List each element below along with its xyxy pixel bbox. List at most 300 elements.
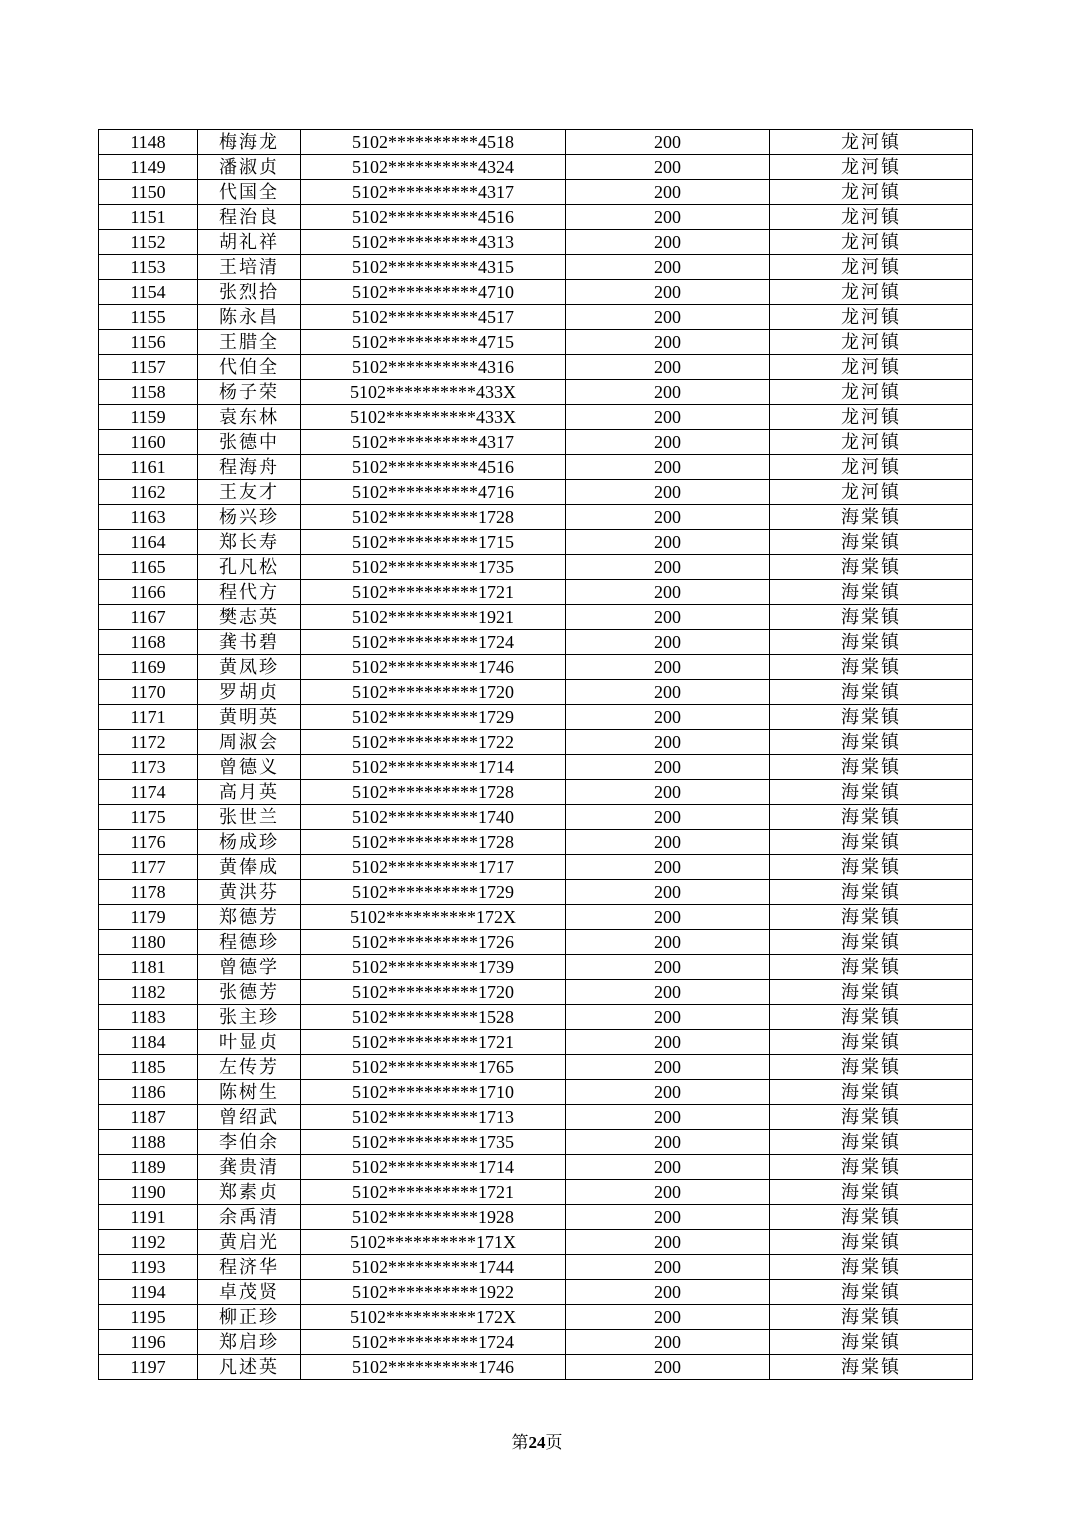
table-row bbox=[99, 830, 973, 855]
amount-cell: 200 bbox=[566, 305, 770, 330]
id-number-cell: 5102**********4324 bbox=[301, 155, 566, 180]
town-name-cell: 海棠镇 bbox=[770, 1105, 973, 1130]
town-name-cell: 龙河镇 bbox=[770, 230, 973, 255]
table-row bbox=[99, 1255, 973, 1280]
id-number-cell: 5102**********4317 bbox=[301, 180, 566, 205]
person-name-cell: 曾德义 bbox=[198, 755, 301, 780]
person-name-cell: 黄俸成 bbox=[198, 855, 301, 880]
person-name-cell: 高月英 bbox=[198, 780, 301, 805]
table-row bbox=[99, 630, 973, 655]
amount-cell: 200 bbox=[566, 480, 770, 505]
table-row bbox=[99, 1130, 973, 1155]
row-number-cell: 1169 bbox=[99, 655, 198, 680]
row-number-cell: 1172 bbox=[99, 730, 198, 755]
town-name-cell: 海棠镇 bbox=[770, 930, 973, 955]
table-row bbox=[99, 605, 973, 630]
table-row bbox=[99, 330, 973, 355]
person-name-cell: 陈树生 bbox=[198, 1080, 301, 1105]
id-number-cell: 5102**********4517 bbox=[301, 305, 566, 330]
id-number-cell: 5102**********1728 bbox=[301, 780, 566, 805]
table-row bbox=[99, 255, 973, 280]
id-number-cell: 5102**********4315 bbox=[301, 255, 566, 280]
row-number-cell: 1163 bbox=[99, 505, 198, 530]
table-row bbox=[99, 1305, 973, 1330]
row-number-cell: 1162 bbox=[99, 480, 198, 505]
table-row bbox=[99, 380, 973, 405]
town-name-cell: 海棠镇 bbox=[770, 855, 973, 880]
amount-cell: 200 bbox=[566, 1280, 770, 1305]
town-name-cell: 海棠镇 bbox=[770, 1205, 973, 1230]
town-name-cell: 龙河镇 bbox=[770, 455, 973, 480]
row-number-cell: 1170 bbox=[99, 680, 198, 705]
page-number: 24 bbox=[528, 1433, 546, 1452]
id-number-cell: 5102**********433X bbox=[301, 405, 566, 430]
person-name-cell: 代伯全 bbox=[198, 355, 301, 380]
table-row bbox=[99, 755, 973, 780]
town-name-cell: 龙河镇 bbox=[770, 155, 973, 180]
town-name-cell: 海棠镇 bbox=[770, 880, 973, 905]
id-number-cell: 5102**********4317 bbox=[301, 430, 566, 455]
amount-cell: 200 bbox=[566, 380, 770, 405]
amount-cell: 200 bbox=[566, 830, 770, 855]
id-number-cell: 5102**********1710 bbox=[301, 1080, 566, 1105]
id-number-cell: 5102**********1721 bbox=[301, 1030, 566, 1055]
page-footer bbox=[0, 1428, 1074, 1453]
town-name-cell: 龙河镇 bbox=[770, 405, 973, 430]
amount-cell: 200 bbox=[566, 855, 770, 880]
id-number-cell: 5102**********1724 bbox=[301, 1330, 566, 1355]
person-name-cell: 程海舟 bbox=[198, 455, 301, 480]
table-row bbox=[99, 1080, 973, 1105]
town-name-cell: 海棠镇 bbox=[770, 755, 973, 780]
amount-cell: 200 bbox=[566, 180, 770, 205]
person-name-cell: 曾德学 bbox=[198, 955, 301, 980]
town-name-cell: 海棠镇 bbox=[770, 730, 973, 755]
person-name-cell: 张主珍 bbox=[198, 1005, 301, 1030]
person-name-cell: 王培清 bbox=[198, 255, 301, 280]
town-name-cell: 海棠镇 bbox=[770, 1255, 973, 1280]
town-name-cell: 海棠镇 bbox=[770, 1055, 973, 1080]
id-number-cell: 5102**********172X bbox=[301, 905, 566, 930]
table-row bbox=[99, 1105, 973, 1130]
table-row bbox=[99, 555, 973, 580]
person-name-cell: 黄启光 bbox=[198, 1230, 301, 1255]
amount-cell: 200 bbox=[566, 1005, 770, 1030]
row-number-cell: 1189 bbox=[99, 1155, 198, 1180]
row-number-cell: 1154 bbox=[99, 280, 198, 305]
row-number-cell: 1187 bbox=[99, 1105, 198, 1130]
table-row bbox=[99, 205, 973, 230]
id-number-cell: 5102**********1713 bbox=[301, 1105, 566, 1130]
amount-cell: 200 bbox=[566, 680, 770, 705]
town-name-cell: 龙河镇 bbox=[770, 430, 973, 455]
person-name-cell: 龚贵清 bbox=[198, 1155, 301, 1180]
row-number-cell: 1192 bbox=[99, 1230, 198, 1255]
table-row bbox=[99, 480, 973, 505]
person-name-cell: 余禹清 bbox=[198, 1205, 301, 1230]
row-number-cell: 1184 bbox=[99, 1030, 198, 1055]
town-name-cell: 海棠镇 bbox=[770, 1355, 973, 1380]
amount-cell: 200 bbox=[566, 430, 770, 455]
row-number-cell: 1167 bbox=[99, 605, 198, 630]
town-name-cell: 龙河镇 bbox=[770, 480, 973, 505]
table-row bbox=[99, 880, 973, 905]
person-name-cell: 程代方 bbox=[198, 580, 301, 605]
table-row bbox=[99, 1005, 973, 1030]
amount-cell: 200 bbox=[566, 1205, 770, 1230]
person-name-cell: 李伯余 bbox=[198, 1130, 301, 1155]
id-number-cell: 5102**********1746 bbox=[301, 655, 566, 680]
id-number-cell: 5102**********1922 bbox=[301, 1280, 566, 1305]
table-row bbox=[99, 930, 973, 955]
person-name-cell: 郑德芳 bbox=[198, 905, 301, 930]
amount-cell: 200 bbox=[566, 980, 770, 1005]
amount-cell: 200 bbox=[566, 880, 770, 905]
row-number-cell: 1152 bbox=[99, 230, 198, 255]
amount-cell: 200 bbox=[566, 905, 770, 930]
row-number-cell: 1173 bbox=[99, 755, 198, 780]
person-name-cell: 杨子荣 bbox=[198, 380, 301, 405]
row-number-cell: 1168 bbox=[99, 630, 198, 655]
id-number-cell: 5102**********1722 bbox=[301, 730, 566, 755]
person-name-cell: 胡礼祥 bbox=[198, 230, 301, 255]
amount-cell: 200 bbox=[566, 955, 770, 980]
amount-cell: 200 bbox=[566, 1155, 770, 1180]
town-name-cell: 龙河镇 bbox=[770, 255, 973, 280]
town-name-cell: 海棠镇 bbox=[770, 1155, 973, 1180]
id-number-cell: 5102**********1728 bbox=[301, 505, 566, 530]
town-name-cell: 海棠镇 bbox=[770, 780, 973, 805]
amount-cell: 200 bbox=[566, 1255, 770, 1280]
id-number-cell: 5102**********1735 bbox=[301, 1130, 566, 1155]
town-name-cell: 海棠镇 bbox=[770, 705, 973, 730]
id-number-cell: 5102**********4516 bbox=[301, 205, 566, 230]
person-name-cell: 王腊全 bbox=[198, 330, 301, 355]
id-number-cell: 5102**********433X bbox=[301, 380, 566, 405]
id-number-cell: 5102**********1728 bbox=[301, 830, 566, 855]
row-number-cell: 1171 bbox=[99, 705, 198, 730]
table-row bbox=[99, 430, 973, 455]
town-name-cell: 海棠镇 bbox=[770, 1030, 973, 1055]
person-name-cell: 左传芳 bbox=[198, 1055, 301, 1080]
page-footer-prefix: 第 bbox=[511, 1433, 529, 1452]
row-number-cell: 1159 bbox=[99, 405, 198, 430]
person-name-cell: 卓茂贤 bbox=[198, 1280, 301, 1305]
row-number-cell: 1182 bbox=[99, 980, 198, 1005]
row-number-cell: 1190 bbox=[99, 1180, 198, 1205]
person-name-cell: 郑素贞 bbox=[198, 1180, 301, 1205]
amount-cell: 200 bbox=[566, 805, 770, 830]
table-row bbox=[99, 1280, 973, 1305]
row-number-cell: 1166 bbox=[99, 580, 198, 605]
table-row bbox=[99, 805, 973, 830]
id-number-cell: 5102**********1724 bbox=[301, 630, 566, 655]
id-number-cell: 5102**********1765 bbox=[301, 1055, 566, 1080]
id-number-cell: 5102**********1744 bbox=[301, 1255, 566, 1280]
row-number-cell: 1180 bbox=[99, 930, 198, 955]
amount-cell: 200 bbox=[566, 1305, 770, 1330]
town-name-cell: 海棠镇 bbox=[770, 1130, 973, 1155]
person-name-cell: 张烈拾 bbox=[198, 280, 301, 305]
row-number-cell: 1156 bbox=[99, 330, 198, 355]
row-number-cell: 1185 bbox=[99, 1055, 198, 1080]
person-name-cell: 黄洪芬 bbox=[198, 880, 301, 905]
row-number-cell: 1197 bbox=[99, 1355, 198, 1380]
person-name-cell: 龚书碧 bbox=[198, 630, 301, 655]
row-number-cell: 1175 bbox=[99, 805, 198, 830]
town-name-cell: 龙河镇 bbox=[770, 130, 973, 155]
amount-cell: 200 bbox=[566, 655, 770, 680]
row-number-cell: 1160 bbox=[99, 430, 198, 455]
row-number-cell: 1178 bbox=[99, 880, 198, 905]
id-number-cell: 5102**********1721 bbox=[301, 580, 566, 605]
town-name-cell: 海棠镇 bbox=[770, 980, 973, 1005]
amount-cell: 200 bbox=[566, 455, 770, 480]
person-name-cell: 张德芳 bbox=[198, 980, 301, 1005]
table-row bbox=[99, 455, 973, 480]
id-number-cell: 5102**********1721 bbox=[301, 1180, 566, 1205]
person-name-cell: 杨兴珍 bbox=[198, 505, 301, 530]
row-number-cell: 1157 bbox=[99, 355, 198, 380]
table-row bbox=[99, 155, 973, 180]
id-number-cell: 5102**********4516 bbox=[301, 455, 566, 480]
town-name-cell: 海棠镇 bbox=[770, 830, 973, 855]
id-number-cell: 5102**********4715 bbox=[301, 330, 566, 355]
id-number-cell: 5102**********1746 bbox=[301, 1355, 566, 1380]
table-row bbox=[99, 1205, 973, 1230]
table-row bbox=[99, 1330, 973, 1355]
amount-cell: 200 bbox=[566, 155, 770, 180]
amount-cell: 200 bbox=[566, 330, 770, 355]
id-number-cell: 5102**********1739 bbox=[301, 955, 566, 980]
amount-cell: 200 bbox=[566, 755, 770, 780]
table-row bbox=[99, 980, 973, 1005]
roster-table-container bbox=[98, 129, 973, 1380]
id-number-cell: 5102**********4518 bbox=[301, 130, 566, 155]
person-name-cell: 杨成珍 bbox=[198, 830, 301, 855]
row-number-cell: 1165 bbox=[99, 555, 198, 580]
table-row bbox=[99, 180, 973, 205]
person-name-cell: 罗胡贞 bbox=[198, 680, 301, 705]
town-name-cell: 海棠镇 bbox=[770, 580, 973, 605]
id-number-cell: 5102**********1720 bbox=[301, 680, 566, 705]
id-number-cell: 5102**********4716 bbox=[301, 480, 566, 505]
town-name-cell: 龙河镇 bbox=[770, 280, 973, 305]
table-row bbox=[99, 280, 973, 305]
amount-cell: 200 bbox=[566, 1030, 770, 1055]
table-row bbox=[99, 130, 973, 155]
town-name-cell: 海棠镇 bbox=[770, 1080, 973, 1105]
row-number-cell: 1151 bbox=[99, 205, 198, 230]
town-name-cell: 海棠镇 bbox=[770, 505, 973, 530]
town-name-cell: 海棠镇 bbox=[770, 1280, 973, 1305]
table-row bbox=[99, 680, 973, 705]
amount-cell: 200 bbox=[566, 1230, 770, 1255]
roster-table-body bbox=[99, 130, 973, 1380]
town-name-cell: 龙河镇 bbox=[770, 180, 973, 205]
person-name-cell: 黄明英 bbox=[198, 705, 301, 730]
person-name-cell: 程德珍 bbox=[198, 930, 301, 955]
person-name-cell: 王友才 bbox=[198, 480, 301, 505]
table-row bbox=[99, 955, 973, 980]
table-row bbox=[99, 230, 973, 255]
person-name-cell: 周淑会 bbox=[198, 730, 301, 755]
town-name-cell: 龙河镇 bbox=[770, 205, 973, 230]
amount-cell: 200 bbox=[566, 505, 770, 530]
amount-cell: 200 bbox=[566, 1055, 770, 1080]
town-name-cell: 海棠镇 bbox=[770, 680, 973, 705]
row-number-cell: 1149 bbox=[99, 155, 198, 180]
person-name-cell: 黄凤珍 bbox=[198, 655, 301, 680]
amount-cell: 200 bbox=[566, 730, 770, 755]
person-name-cell: 曾绍武 bbox=[198, 1105, 301, 1130]
town-name-cell: 海棠镇 bbox=[770, 1180, 973, 1205]
table-row bbox=[99, 705, 973, 730]
id-number-cell: 5102**********172X bbox=[301, 1305, 566, 1330]
person-name-cell: 张德中 bbox=[198, 430, 301, 455]
amount-cell: 200 bbox=[566, 1355, 770, 1380]
town-name-cell: 海棠镇 bbox=[770, 905, 973, 930]
id-number-cell: 5102**********1921 bbox=[301, 605, 566, 630]
person-name-cell: 郑启珍 bbox=[198, 1330, 301, 1355]
row-number-cell: 1174 bbox=[99, 780, 198, 805]
amount-cell: 200 bbox=[566, 930, 770, 955]
table-row bbox=[99, 1355, 973, 1380]
table-row bbox=[99, 855, 973, 880]
town-name-cell: 海棠镇 bbox=[770, 630, 973, 655]
town-name-cell: 海棠镇 bbox=[770, 1230, 973, 1255]
person-name-cell: 陈永昌 bbox=[198, 305, 301, 330]
table-row bbox=[99, 1055, 973, 1080]
amount-cell: 200 bbox=[566, 605, 770, 630]
amount-cell: 200 bbox=[566, 705, 770, 730]
person-name-cell: 柳正珍 bbox=[198, 1305, 301, 1330]
id-number-cell: 5102**********171X bbox=[301, 1230, 566, 1255]
person-name-cell: 代国全 bbox=[198, 180, 301, 205]
row-number-cell: 1177 bbox=[99, 855, 198, 880]
table-row bbox=[99, 405, 973, 430]
town-name-cell: 龙河镇 bbox=[770, 380, 973, 405]
row-number-cell: 1155 bbox=[99, 305, 198, 330]
amount-cell: 200 bbox=[566, 280, 770, 305]
amount-cell: 200 bbox=[566, 355, 770, 380]
id-number-cell: 5102**********1726 bbox=[301, 930, 566, 955]
person-name-cell: 程治良 bbox=[198, 205, 301, 230]
person-name-cell: 梅海龙 bbox=[198, 130, 301, 155]
amount-cell: 200 bbox=[566, 1130, 770, 1155]
row-number-cell: 1176 bbox=[99, 830, 198, 855]
amount-cell: 200 bbox=[566, 780, 770, 805]
amount-cell: 200 bbox=[566, 530, 770, 555]
person-name-cell: 樊志英 bbox=[198, 605, 301, 630]
row-number-cell: 1181 bbox=[99, 955, 198, 980]
person-name-cell: 程济华 bbox=[198, 1255, 301, 1280]
row-number-cell: 1183 bbox=[99, 1005, 198, 1030]
amount-cell: 200 bbox=[566, 1330, 770, 1355]
row-number-cell: 1196 bbox=[99, 1330, 198, 1355]
table-row bbox=[99, 1180, 973, 1205]
id-number-cell: 5102**********1735 bbox=[301, 555, 566, 580]
town-name-cell: 龙河镇 bbox=[770, 330, 973, 355]
person-name-cell: 凡述英 bbox=[198, 1355, 301, 1380]
table-row bbox=[99, 1155, 973, 1180]
town-name-cell: 龙河镇 bbox=[770, 355, 973, 380]
id-number-cell: 5102**********1528 bbox=[301, 1005, 566, 1030]
row-number-cell: 1193 bbox=[99, 1255, 198, 1280]
person-name-cell: 孔凡松 bbox=[198, 555, 301, 580]
town-name-cell: 海棠镇 bbox=[770, 805, 973, 830]
town-name-cell: 龙河镇 bbox=[770, 305, 973, 330]
row-number-cell: 1195 bbox=[99, 1305, 198, 1330]
table-row bbox=[99, 305, 973, 330]
town-name-cell: 海棠镇 bbox=[770, 530, 973, 555]
row-number-cell: 1186 bbox=[99, 1080, 198, 1105]
amount-cell: 200 bbox=[566, 205, 770, 230]
id-number-cell: 5102**********4710 bbox=[301, 280, 566, 305]
row-number-cell: 1150 bbox=[99, 180, 198, 205]
town-name-cell: 海棠镇 bbox=[770, 605, 973, 630]
amount-cell: 200 bbox=[566, 1180, 770, 1205]
id-number-cell: 5102**********1740 bbox=[301, 805, 566, 830]
row-number-cell: 1179 bbox=[99, 905, 198, 930]
town-name-cell: 海棠镇 bbox=[770, 1005, 973, 1030]
row-number-cell: 1153 bbox=[99, 255, 198, 280]
person-name-cell: 袁东林 bbox=[198, 405, 301, 430]
table-row bbox=[99, 1030, 973, 1055]
table-row bbox=[99, 580, 973, 605]
id-number-cell: 5102**********1714 bbox=[301, 1155, 566, 1180]
row-number-cell: 1194 bbox=[99, 1280, 198, 1305]
page-footer-suffix: 页 bbox=[545, 1433, 563, 1452]
id-number-cell: 5102**********1729 bbox=[301, 880, 566, 905]
row-number-cell: 1191 bbox=[99, 1205, 198, 1230]
amount-cell: 200 bbox=[566, 630, 770, 655]
amount-cell: 200 bbox=[566, 405, 770, 430]
town-name-cell: 海棠镇 bbox=[770, 955, 973, 980]
person-name-cell: 叶显贞 bbox=[198, 1030, 301, 1055]
row-number-cell: 1161 bbox=[99, 455, 198, 480]
person-name-cell: 潘淑贞 bbox=[198, 155, 301, 180]
row-number-cell: 1188 bbox=[99, 1130, 198, 1155]
amount-cell: 200 bbox=[566, 1105, 770, 1130]
table-row bbox=[99, 1230, 973, 1255]
table-row bbox=[99, 505, 973, 530]
amount-cell: 200 bbox=[566, 255, 770, 280]
id-number-cell: 5102**********1717 bbox=[301, 855, 566, 880]
roster-table bbox=[98, 129, 973, 1380]
amount-cell: 200 bbox=[566, 555, 770, 580]
table-row bbox=[99, 780, 973, 805]
id-number-cell: 5102**********1720 bbox=[301, 980, 566, 1005]
table-row bbox=[99, 655, 973, 680]
row-number-cell: 1164 bbox=[99, 530, 198, 555]
town-name-cell: 海棠镇 bbox=[770, 555, 973, 580]
amount-cell: 200 bbox=[566, 230, 770, 255]
id-number-cell: 5102**********1928 bbox=[301, 1205, 566, 1230]
amount-cell: 200 bbox=[566, 1080, 770, 1105]
town-name-cell: 海棠镇 bbox=[770, 655, 973, 680]
table-row bbox=[99, 730, 973, 755]
person-name-cell: 张世兰 bbox=[198, 805, 301, 830]
row-number-cell: 1148 bbox=[99, 130, 198, 155]
town-name-cell: 海棠镇 bbox=[770, 1330, 973, 1355]
id-number-cell: 5102**********4313 bbox=[301, 230, 566, 255]
amount-cell: 200 bbox=[566, 130, 770, 155]
row-number-cell: 1158 bbox=[99, 380, 198, 405]
table-row bbox=[99, 905, 973, 930]
id-number-cell: 5102**********4316 bbox=[301, 355, 566, 380]
amount-cell: 200 bbox=[566, 580, 770, 605]
